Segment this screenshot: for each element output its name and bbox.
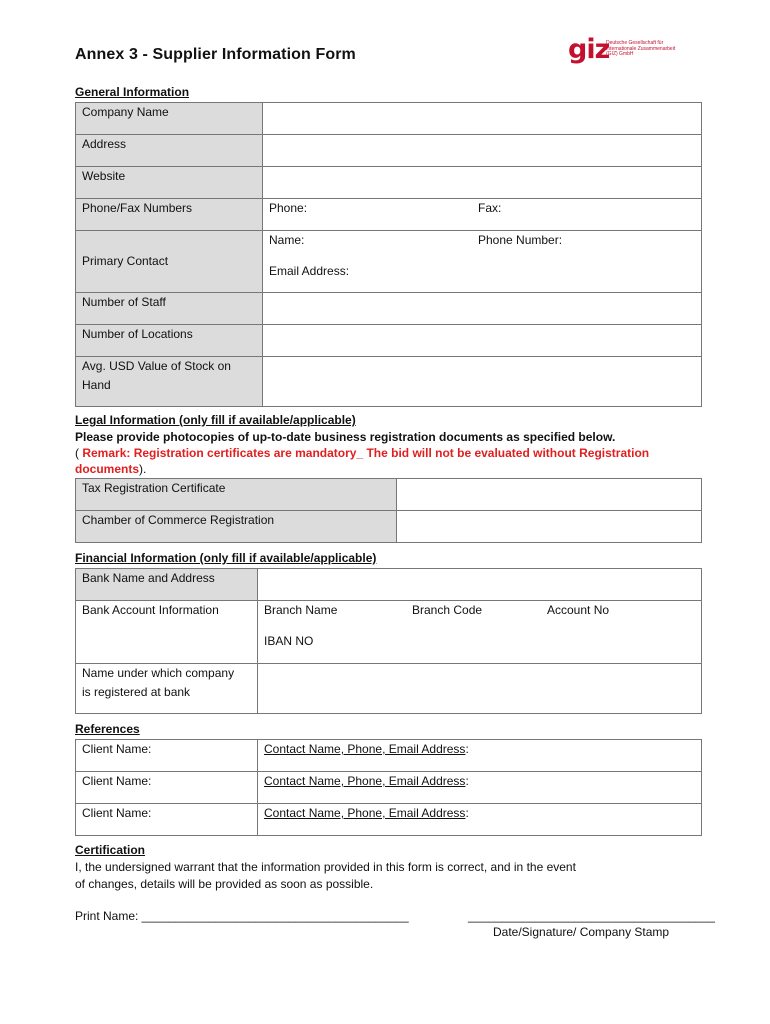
phone-fax-field[interactable] — [263, 199, 702, 231]
reference-row — [76, 804, 702, 836]
fax-label: Fax: — [478, 201, 502, 215]
locations-field[interactable] — [263, 325, 702, 357]
branch-name-label: Branch Name — [264, 603, 338, 617]
stock-value-label — [76, 357, 263, 407]
iban-label: IBAN NO — [264, 634, 314, 648]
branch-code-label: Branch Code — [412, 603, 483, 617]
staff-label: Number of Staff — [76, 293, 263, 325]
primary-contact-field[interactable] — [263, 231, 702, 293]
client-contact-field[interactable] — [258, 772, 702, 804]
general-heading: General Information — [75, 85, 190, 99]
references-heading: References — [75, 722, 140, 736]
website-label: Website — [76, 167, 263, 199]
remark-text-1: Remark: Registration certificates are mandatory_ The bid will not be evaluated without Registration — [82, 446, 650, 460]
phone-label: Phone: — [269, 201, 308, 215]
bank-account-field[interactable] — [258, 601, 702, 664]
legal-remark-cont — [75, 462, 146, 476]
contact-text: Contact Name, Phone, Email Address — [264, 806, 466, 820]
legal-remark — [75, 446, 649, 460]
registered-name-field[interactable] — [258, 664, 702, 714]
logo-mark: giz — [568, 34, 610, 65]
locations-label: Number of Locations — [76, 325, 263, 357]
tax-field[interactable] — [397, 479, 702, 511]
general-table — [75, 102, 702, 407]
staff-field[interactable] — [263, 293, 702, 325]
registered-name-label — [76, 664, 258, 714]
contact-colon: : — [465, 742, 469, 756]
registered-name-line2: is registered at bank — [82, 685, 191, 699]
chamber-label: Chamber of Commerce Registration — [76, 511, 397, 543]
giz-logo — [568, 34, 688, 68]
financial-table — [75, 568, 702, 714]
references-table — [75, 739, 702, 836]
certification-heading: Certification — [75, 843, 146, 857]
bank-name-label: Bank Name and Address — [76, 569, 258, 601]
signature-label: Date/Signature/ Company Stamp — [493, 925, 670, 939]
stock-value-line1: Avg. USD Value of Stock on — [82, 359, 231, 373]
client-contact-field[interactable] — [258, 740, 702, 772]
client-name-label: Client Name: — [76, 740, 258, 772]
stock-value-field[interactable] — [263, 357, 702, 407]
client-name-label: Client Name: — [76, 804, 258, 836]
account-no-label: Account No — [547, 603, 610, 617]
financial-heading: Financial Information (only fill if available/applicable) — [75, 551, 377, 565]
primary-contact-label: Primary Contact — [76, 231, 263, 293]
client-name-label: Client Name: — [76, 772, 258, 804]
address-field[interactable] — [263, 135, 702, 167]
remark-open: ( — [75, 446, 83, 460]
address-label: Address — [76, 135, 263, 167]
legal-table — [75, 478, 702, 543]
reference-row — [76, 772, 702, 804]
tax-label: Tax Registration Certificate — [76, 479, 397, 511]
logo-text: Deutsche Gesellschaft für Internationale Zusammenarbeit (GIZ) GmbH — [606, 40, 676, 57]
legal-instruction: Please provide photocopies of up-to-date business registration documents as specified below. — [75, 430, 616, 444]
stock-value-line2: Hand — [82, 378, 111, 392]
contact-colon: : — [465, 806, 469, 820]
chamber-field[interactable] — [397, 511, 702, 543]
registered-name-line1: Name under which company — [82, 666, 235, 680]
contact-phone-label: Phone Number: — [478, 233, 563, 247]
reference-row — [76, 740, 702, 772]
certification-line1: I, the undersigned warrant that the information provided in this form is correct, and in the event — [75, 860, 576, 874]
print-name-field[interactable]: Print Name: ________________________________________ — [75, 909, 409, 923]
contact-name-label: Name: — [269, 233, 305, 247]
remark-text-2: documents — [75, 462, 140, 476]
certification-line2: of changes, details will be provided as soon as possible. — [75, 877, 374, 891]
bank-name-field[interactable] — [258, 569, 702, 601]
website-field[interactable] — [263, 167, 702, 199]
contact-text: Contact Name, Phone, Email Address — [264, 742, 466, 756]
remark-close: ). — [139, 462, 147, 476]
phone-fax-label: Phone/Fax Numbers — [76, 199, 263, 231]
contact-colon: : — [465, 774, 469, 788]
company-name-field[interactable] — [263, 103, 702, 135]
client-contact-field[interactable] — [258, 804, 702, 836]
contact-email-label: Email Address: — [269, 264, 350, 278]
contact-text: Contact Name, Phone, Email Address — [264, 774, 466, 788]
signature-line[interactable]: _____________________________________ — [468, 909, 715, 923]
legal-heading: Legal Information (only fill if available/applicable) — [75, 413, 356, 427]
bank-account-label: Bank Account Information — [76, 601, 258, 664]
form-title: Annex 3 - Supplier Information Form — [75, 46, 356, 63]
company-name-label: Company Name — [76, 103, 263, 135]
